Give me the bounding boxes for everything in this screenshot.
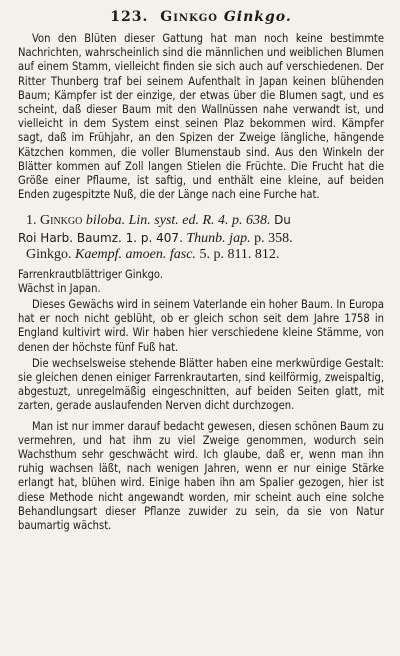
page-number: 123. <box>110 9 149 25</box>
header-genus-latin: Ginkgo <box>160 9 218 25</box>
page-header <box>18 6 384 28</box>
bibliography <box>18 212 384 264</box>
paragraph-cultivation: Man ist nur immer darauf bedacht gewesen, diesen schönen Baum zu vermehren, und hat ihm zu viel Zweige genommen, wodurch sein Wachsthum sehr geschwächt wird. Ich glaube, daß er, wenn man ihn ruhig wachsen läßt, nach wenigen Jahren, wenn er nur einige Stärke erlangt hat, blühen wird. Einige haben ihn am Spalier gezogen, hier ist diese Methode nicht angewandt worden, mir scheint auch eine solche Behandlungsart dieser Pflanze zuwider zu sein, da sie von Natur baumartig wächst. <box>18 419 384 532</box>
species-common-name: Farrenkrautblättriger Ginkgo. <box>18 267 164 281</box>
species-habitat: Wächst in Japan. <box>18 281 101 295</box>
intro-paragraph: Von den Blüten dieser Gattung hat man noch keine bestimmte Nachrichten, wahrscheinlich sind die männlichen und weiblichen Blumen auf einem Stamm, vielleicht finden sie sich auch auf verschiedenen. Der Ritter Thunberg traf bei seinem Aufenthalt in Japan keinen blühenden Baum; Kämpfer ist der einzige, der etwas über die Blumen sagt, und es scheint, daß dieser Baum mit den Wallnüssen nahe verwandt ist, und vielleicht in dem System einst seinen Plaz bekommen wird. Kämpfer sagt, daß im Frühjahr, an den Spizen der Zweige längliche, hängende Kätzchen kommen, die voller Blumenstaub sind. Aus den Winkeln der Blätter kommen auf Zoll langen Stielen die Früchte. Die Frucht hat die Größe einer Pflaume, ist saftig, und enthält eine kleine, auf beiden Enden zugespitzte Nuß, die der Länge nach eine Furche hat. <box>18 32 384 202</box>
biblio-line-1: 1. Ginkgo biloba. Lin. syst. ed. R. 4. p. 638. Du <box>26 213 291 229</box>
biblio-line-3: Ginkgo. Kaempf. amoen. fasc. 5. p. 811. 812. <box>26 247 280 263</box>
header-genus-fraktur: Ginkgo. <box>223 9 292 25</box>
paragraph-leaves: Die wechselsweise stehende Blätter haben eine merkwürdige Gestalt: sie gleichen denen einiger Farrenkrautarten, sind keilförmig, zweispaltig, abgestuzt, unregelmäßig eingeschnitten, auf beiden Seiten glatt, mit zarten, gerade auslaufenden Nerven dicht durchzogen. <box>18 356 384 413</box>
paragraph-growth: Dieses Gewächs wird in seinem Vaterlande ein hoher Baum. In Europa hat er noch nicht geblüht, ob er gleich schon seit dem Jahre 1758 in England kultivirt wird. Wir haben hier verschiedene kleine Stämme, von denen der höchste fünf Fuß hat. <box>18 297 384 354</box>
biblio-line-2: Roi Harb. Baumz. 1. p. 407. Thunb. jap. p. 358. <box>18 230 293 246</box>
